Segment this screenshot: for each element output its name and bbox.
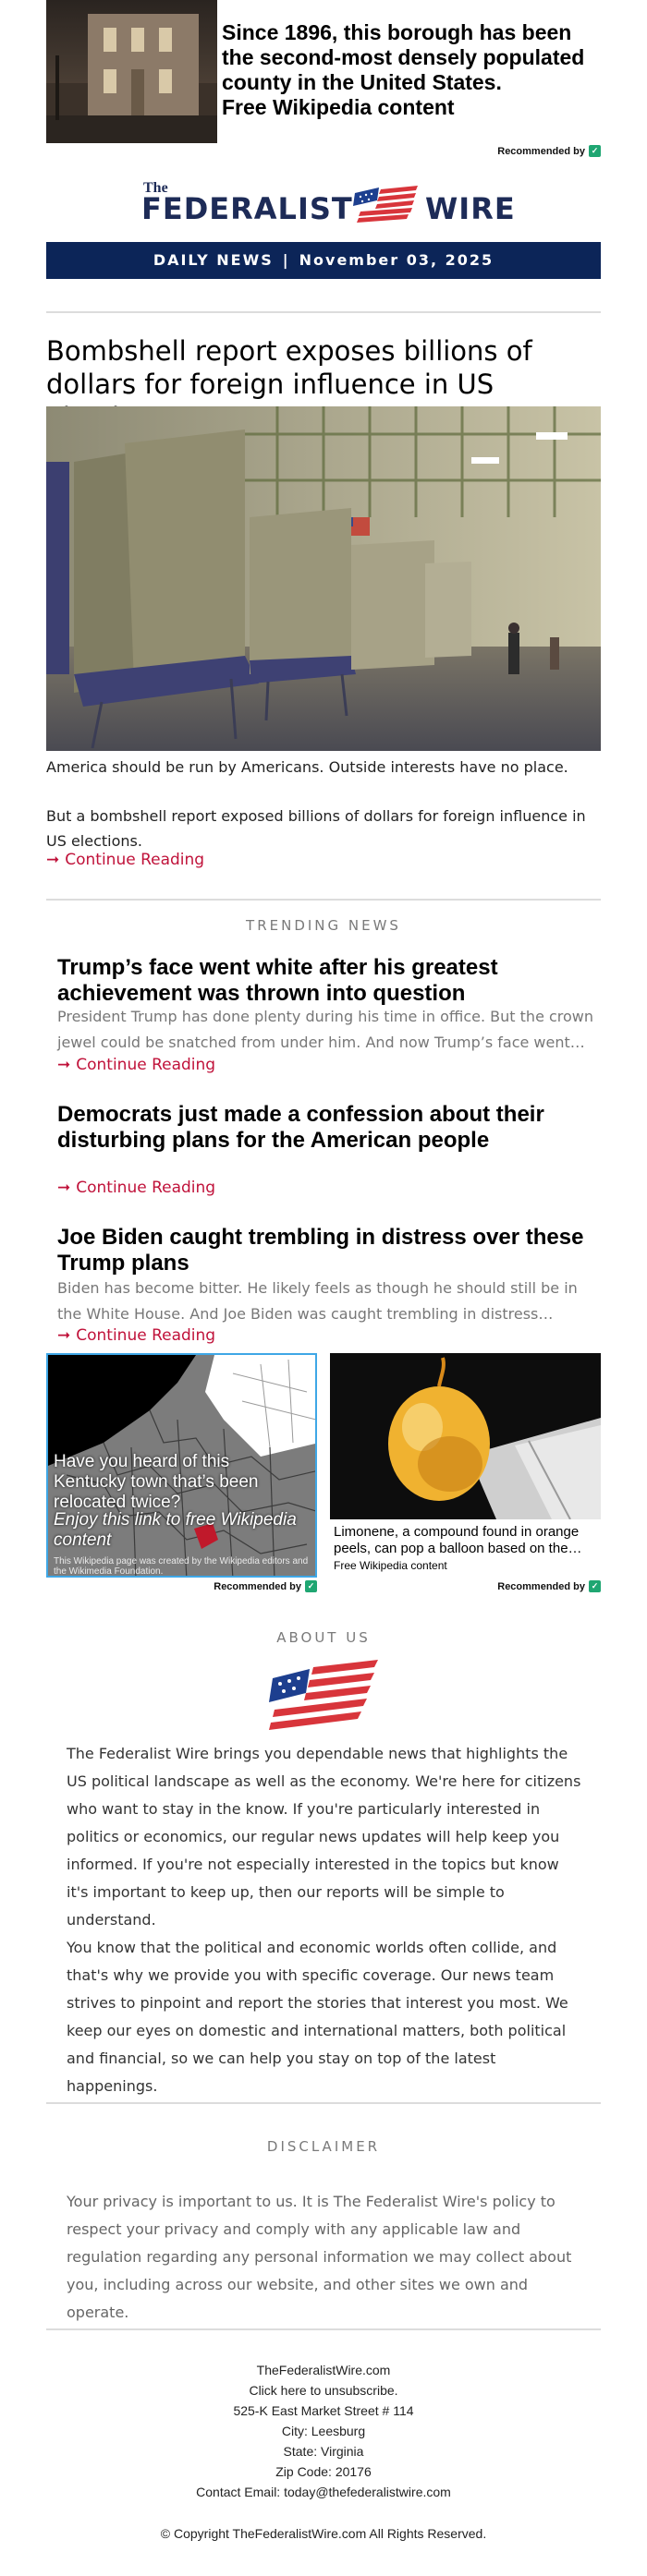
date-banner	[46, 242, 601, 279]
footer-city: City: Leesburg	[281, 2424, 366, 2438]
footer-site[interactable]: TheFederalistWire.com	[256, 2363, 391, 2377]
balloon-image	[330, 1353, 601, 1519]
voting-booths-image	[46, 406, 601, 751]
main-story-paragraph-2: But a bombshell report exposed billions of dollars for foreign influence in US elections.	[46, 807, 586, 850]
banner-label: DAILY NEWS	[153, 251, 274, 269]
ad-source[interactable]: Free Wikipedia content	[222, 95, 455, 119]
footer-address: 525-K East Market Street # 114	[233, 2403, 414, 2418]
flag-logo-icon	[265, 1658, 381, 1736]
top-ad[interactable]	[46, 0, 601, 143]
trending-title-2[interactable]: Democrats just made a confession about their disturbing plans for the American people	[57, 1102, 544, 1153]
ad-thumbnail[interactable]	[46, 0, 217, 143]
ad-right-image[interactable]	[330, 1353, 601, 1519]
about-paragraph-2: You know that the political and economic worlds often collide, and that's why we provide you with specific coverage. Our news team strives to pinpoint and report the stories that interest you most. We keep our eyes on domestic and international matters, both political and financial, so we can help you stay on top of the latest happenings.	[67, 1939, 568, 2095]
recommended-by-left[interactable]: Recommended by ✓	[214, 1580, 317, 1592]
footer-email[interactable]: Contact Email: today@thefederalistwire.com	[196, 2485, 451, 2499]
about-paragraph-1: The Federalist Wire brings you dependable news that highlights the US political landscape as well as the economy. We're here for citizens who want to stay in the know. If you're particularly interested in politics or economics, our regular news updates will help keep you informed. If you're not especially interested in the topics but know it's important to keep up, then our reports will be simple to understand.	[67, 1745, 581, 1929]
banner-separator: |	[282, 251, 290, 269]
trending-title-1[interactable]: Trump’s face went white after his greatest achievement was thrown into question	[57, 955, 498, 1006]
disclaimer-paragraph: Your privacy is important to us. It is The Federalist Wire's policy to respect your privacy and comply with any applicable law and regulation regarding any personal information we may collect about you, including across our website, and other sites we own and operate.	[67, 2193, 572, 2321]
federalist-wire-logo[interactable]	[46, 180, 601, 226]
about-heading: ABOUT US	[276, 1629, 371, 1646]
divider	[46, 311, 601, 313]
mgid-icon: ✓	[305, 1580, 317, 1592]
logo-federalist: FEDERALIST	[141, 191, 353, 226]
recommended-by[interactable]: Recommended by ✓	[497, 145, 601, 157]
ad-left-headline[interactable]: Have you heard of this Kentucky town that’s been relocated twice?	[54, 1452, 259, 1512]
main-story-paragraph-1: America should be run by Americans. Outside interests have no place.	[46, 758, 568, 776]
arrow-right-icon: ➞	[57, 1056, 71, 1074]
ad-left[interactable]	[46, 1353, 317, 1578]
logo-wire: WIRE	[425, 191, 516, 226]
main-story-title[interactable]: Bombshell report exposes billions of dollars for foreign influence in US	[46, 335, 532, 400]
trending-heading: TRENDING NEWS	[246, 917, 401, 934]
trending-continue-1[interactable]: ➞ Continue Reading	[57, 1056, 216, 1074]
divider	[46, 2328, 601, 2330]
trending-continue-3[interactable]: ➞ Continue Reading	[57, 1326, 216, 1345]
recommended-by-right[interactable]: Recommended by ✓	[497, 1580, 601, 1592]
footer-copyright: © Copyright TheFederalistWire.com All Rights Reserved.	[160, 2526, 487, 2541]
main-story-image[interactable]	[46, 406, 601, 751]
banner-date: November 03, 2025	[299, 251, 494, 269]
footer-state: State: Virginia	[283, 2444, 364, 2459]
trending-continue-2[interactable]: ➞ Continue Reading	[57, 1179, 216, 1197]
ad-right-caption[interactable]: Limonene, a compound found in orange peels, can pop a balloon based on the…	[334, 1524, 582, 1556]
disclaimer-heading: DISCLAIMER	[266, 2138, 381, 2155]
arrow-right-icon: ➞	[46, 851, 60, 869]
logo-the: The	[143, 180, 168, 196]
ad-left-subline[interactable]: Enjoy this link to free Wikipedia content	[54, 1510, 297, 1550]
ad-right[interactable]	[330, 1353, 601, 1578]
trending-body-1: President Trump has done plenty during his time in office. But the crown jewel could be snatched from under him. And now Trump’s face went…	[57, 1008, 594, 1051]
main-continue-link[interactable]: ➞ Continue Reading	[46, 851, 205, 869]
ad-right-source[interactable]: Free Wikipedia content	[334, 1559, 447, 1572]
mgid-icon: ✓	[589, 1580, 601, 1592]
unsubscribe-link[interactable]: Click here to unsubscribe.	[249, 2383, 398, 2398]
ad-left-fineprint: This Wikipedia page was created by the Wikipedia editors and the Wikimedia Foundation.	[54, 1556, 309, 1577]
trending-title-3[interactable]: Joe Biden caught trembling in distress over these Trump plans	[57, 1225, 584, 1276]
flag-icon	[351, 186, 421, 223]
footer-zip: Zip Code: 20176	[275, 2464, 372, 2479]
divider	[46, 2102, 601, 2104]
trending-body-3: Biden has become bitter. He likely feels as though he should still be in the White House. And Joe Biden was caught trembling in distress…	[57, 1279, 578, 1323]
arrow-right-icon: ➞	[57, 1179, 71, 1197]
ad-headline[interactable]: Since 1896, this borough has been the second-most densely populated county in the United States.	[222, 20, 585, 94]
mgid-icon: ✓	[589, 145, 601, 157]
divider	[46, 899, 601, 901]
arrow-right-icon: ➞	[57, 1326, 71, 1345]
